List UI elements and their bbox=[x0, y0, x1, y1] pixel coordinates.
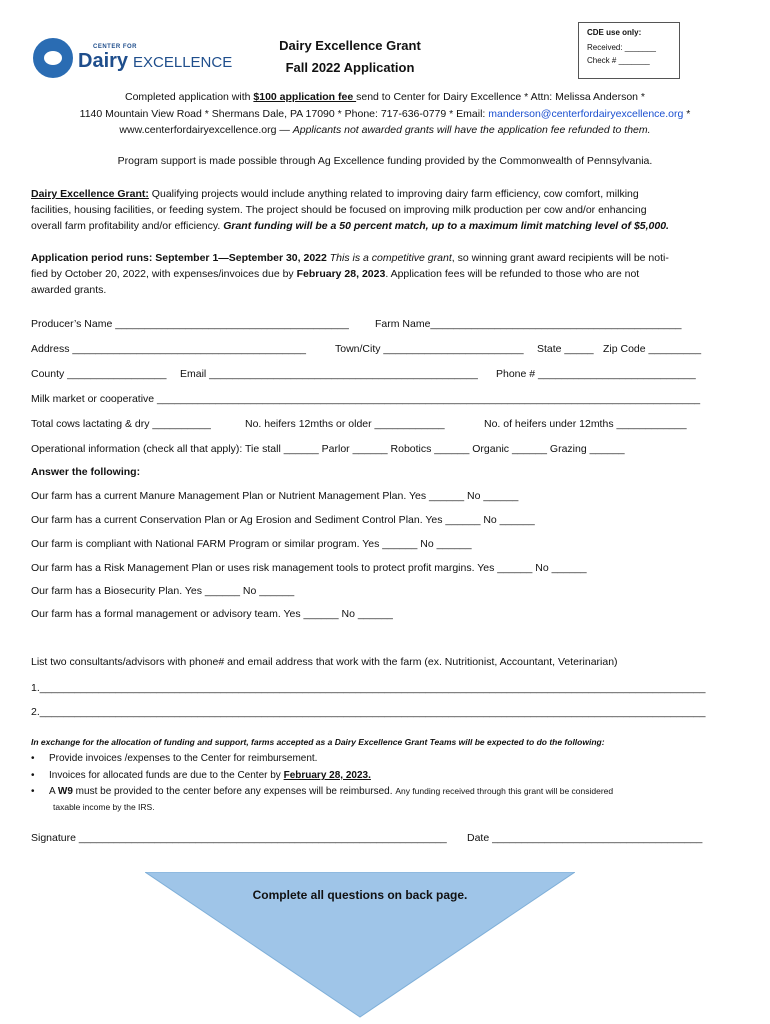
question-advisory-team[interactable]: Our farm has a formal management or advisory team. Yes ______ No ______ bbox=[31, 608, 393, 620]
intro-line-1 bbox=[0, 91, 770, 104]
bullet-text: A bbox=[49, 786, 58, 797]
milk-market-field[interactable]: Milk market or cooperative _____________________________________________________________________________________________ bbox=[31, 393, 701, 405]
bullet-icon: • bbox=[31, 753, 35, 764]
cde-title: CDE use only: bbox=[587, 28, 642, 37]
question-manure-plan[interactable]: Our farm has a current Manure Management Plan or Nutrient Management Plan. Yes ______ No ______ bbox=[31, 490, 519, 502]
refund-note: Applicants not awarded grants will have the application fee refunded to them. bbox=[292, 124, 651, 136]
question-risk-management[interactable]: Our farm has a Risk Management Plan or uses risk management tools to protect profit margins. Yes ______ No ______ bbox=[31, 562, 587, 574]
complete-back-page-note: Complete all questions on back page. bbox=[252, 888, 468, 902]
email-link[interactable]: manderson@centerfordairyexcellence.org bbox=[488, 108, 684, 120]
bullet-icon: • bbox=[31, 786, 35, 797]
website-text[interactable]: www.centerfordairyexcellence.org — bbox=[119, 124, 293, 136]
w9-text: W9 bbox=[57, 786, 73, 797]
grant-text: overall farm profitability and/or efficiency. bbox=[31, 220, 224, 232]
town-field[interactable]: Town/City ________________________ bbox=[335, 343, 524, 355]
heifers-under-field[interactable]: No. of heifers under 12mths ____________ bbox=[484, 418, 687, 430]
program-support-text: Program support is made possible through Ag Excellence funding provided by the Commonwealth of Pennsylvania. bbox=[117, 155, 653, 167]
grant-text: facilities, housing facilities, or feeding system. The project should be focused on improving milk production per cow and/or enhancing bbox=[31, 204, 647, 216]
period-text: Application period runs: September 1—September 30, 2022 bbox=[31, 252, 330, 264]
due-date: February 28, 2023 bbox=[296, 268, 386, 280]
zip-field[interactable]: Zip Code _________ bbox=[603, 343, 702, 355]
state-field[interactable]: State _____ bbox=[537, 343, 594, 355]
period-text: , so winning grant award recipients will be noti- bbox=[451, 252, 669, 264]
bullet-text: must be provided to the center before any expenses will be reimbursed. bbox=[72, 786, 396, 797]
bullet-icon: • bbox=[31, 770, 35, 781]
bullet-text: Provide invoices /expenses to the Center for reimbursement. bbox=[49, 753, 318, 764]
question-biosecurity[interactable]: Our farm has a Biosecurity Plan. Yes ______ No ______ bbox=[31, 585, 295, 597]
consultant-2-field[interactable]: 2.__________________________________________________________________________________________________________________ bbox=[31, 706, 706, 718]
logo-small-text: CENTER FOR bbox=[93, 44, 137, 50]
cde-use-only-box bbox=[578, 22, 680, 79]
logo-excellence-text: EXCELLENCE bbox=[133, 54, 233, 71]
heifers-older-field[interactable]: No. heifers 12mths or older ____________ bbox=[245, 418, 445, 430]
question-farm-program[interactable]: Our farm is compliant with National FARM Program or similar program. Yes ______ No ______ bbox=[31, 538, 472, 550]
total-cows-field[interactable]: Total cows lactating & dry __________ bbox=[31, 418, 211, 430]
consultants-instructions: List two consultants/advisors with phone# and email address that work with the farm (ex. Nutritionist, Accountant, Veterinarian) bbox=[31, 656, 618, 668]
bullet-due-date bbox=[31, 770, 371, 781]
exchange-statement: In exchange for the allocation of funding and support, farms accepted as a Dairy Excellence Grant Teams will be expected to do the following: bbox=[31, 737, 605, 747]
bullet-due-date-text: February 28, 2023. bbox=[283, 770, 371, 781]
intro-text: Completed application with bbox=[124, 91, 254, 103]
signature-field[interactable]: Signature _______________________________________________________________ bbox=[31, 832, 447, 844]
question-conservation-plan[interactable]: Our farm has a current Conservation Plan or Ag Erosion and Sediment Control Plan. Yes ______ No ______ bbox=[31, 514, 535, 526]
address-field[interactable]: Address ________________________________________ bbox=[31, 343, 307, 355]
bullet-invoices bbox=[31, 753, 317, 764]
cde-received: Received: _______ bbox=[587, 43, 656, 52]
period-text: fied by October 20, 2022, with expenses/invoices due by bbox=[31, 268, 297, 280]
phone-field[interactable]: Phone # ___________________________ bbox=[496, 368, 696, 380]
form-title: Dairy Excellence Grant bbox=[279, 38, 421, 53]
grant-description bbox=[31, 188, 741, 233]
email-field[interactable]: Email ______________________________________________ bbox=[180, 368, 478, 380]
address-text: 1140 Mountain View Road * Shermans Dale, PA 17090 * Phone: 717-636-0779 * Email: bbox=[79, 108, 489, 120]
county-field[interactable]: County _________________ bbox=[31, 368, 167, 380]
application-period bbox=[31, 252, 741, 297]
competitive-note: This is a competitive grant bbox=[329, 252, 452, 264]
intro-line-2 bbox=[0, 108, 770, 121]
application-fee: $100 application fee bbox=[253, 91, 357, 103]
cde-check: Check # _______ bbox=[587, 56, 650, 65]
bullet-text: Invoices for allocated funds are due to the Center by bbox=[49, 770, 284, 781]
center-for-dairy-excellence-logo bbox=[33, 38, 233, 82]
tax-note: Any funding received through this grant will be considered bbox=[395, 786, 614, 796]
bullet-w9 bbox=[31, 786, 741, 797]
logo-emblem-icon bbox=[33, 38, 73, 78]
intro-text: send to Center for Dairy Excellence * Attn: Melissa Anderson * bbox=[356, 91, 646, 103]
grant-label: Dairy Excellence Grant: bbox=[31, 188, 149, 200]
intro-line-3 bbox=[0, 124, 770, 137]
period-text: . Application fees will be refunded to those who are not bbox=[385, 268, 640, 280]
grant-match-text: Grant funding will be a 50 percent match, up to a maximum limit matching level of $5,000. bbox=[223, 220, 669, 232]
period-text: awarded grants. bbox=[31, 284, 107, 296]
date-field[interactable]: Date ____________________________________ bbox=[467, 832, 703, 844]
farm-name-field[interactable]: Farm Name___________________________________________ bbox=[375, 318, 682, 330]
form-subtitle: Fall 2022 Application bbox=[285, 60, 415, 75]
operational-info-field[interactable]: Operational information (check all that apply): Tie stall ______ Parlor ______ Robotics ______ Organic ______ Grazing ______ bbox=[31, 443, 625, 455]
answer-heading: Answer the following: bbox=[31, 466, 141, 478]
logo-dairy-text: Dairy bbox=[78, 50, 129, 72]
consultant-1-field[interactable]: 1.__________________________________________________________________________________________________________________ bbox=[31, 682, 706, 694]
tax-note-continued: taxable income by the IRS. bbox=[53, 802, 155, 812]
address-text: * bbox=[683, 108, 691, 120]
grant-text: Qualifying projects would include anything related to improving dairy farm efficiency, cow comfort, milking bbox=[148, 188, 639, 200]
producer-name-field[interactable]: Producer’s Name ________________________________________ bbox=[31, 318, 349, 330]
